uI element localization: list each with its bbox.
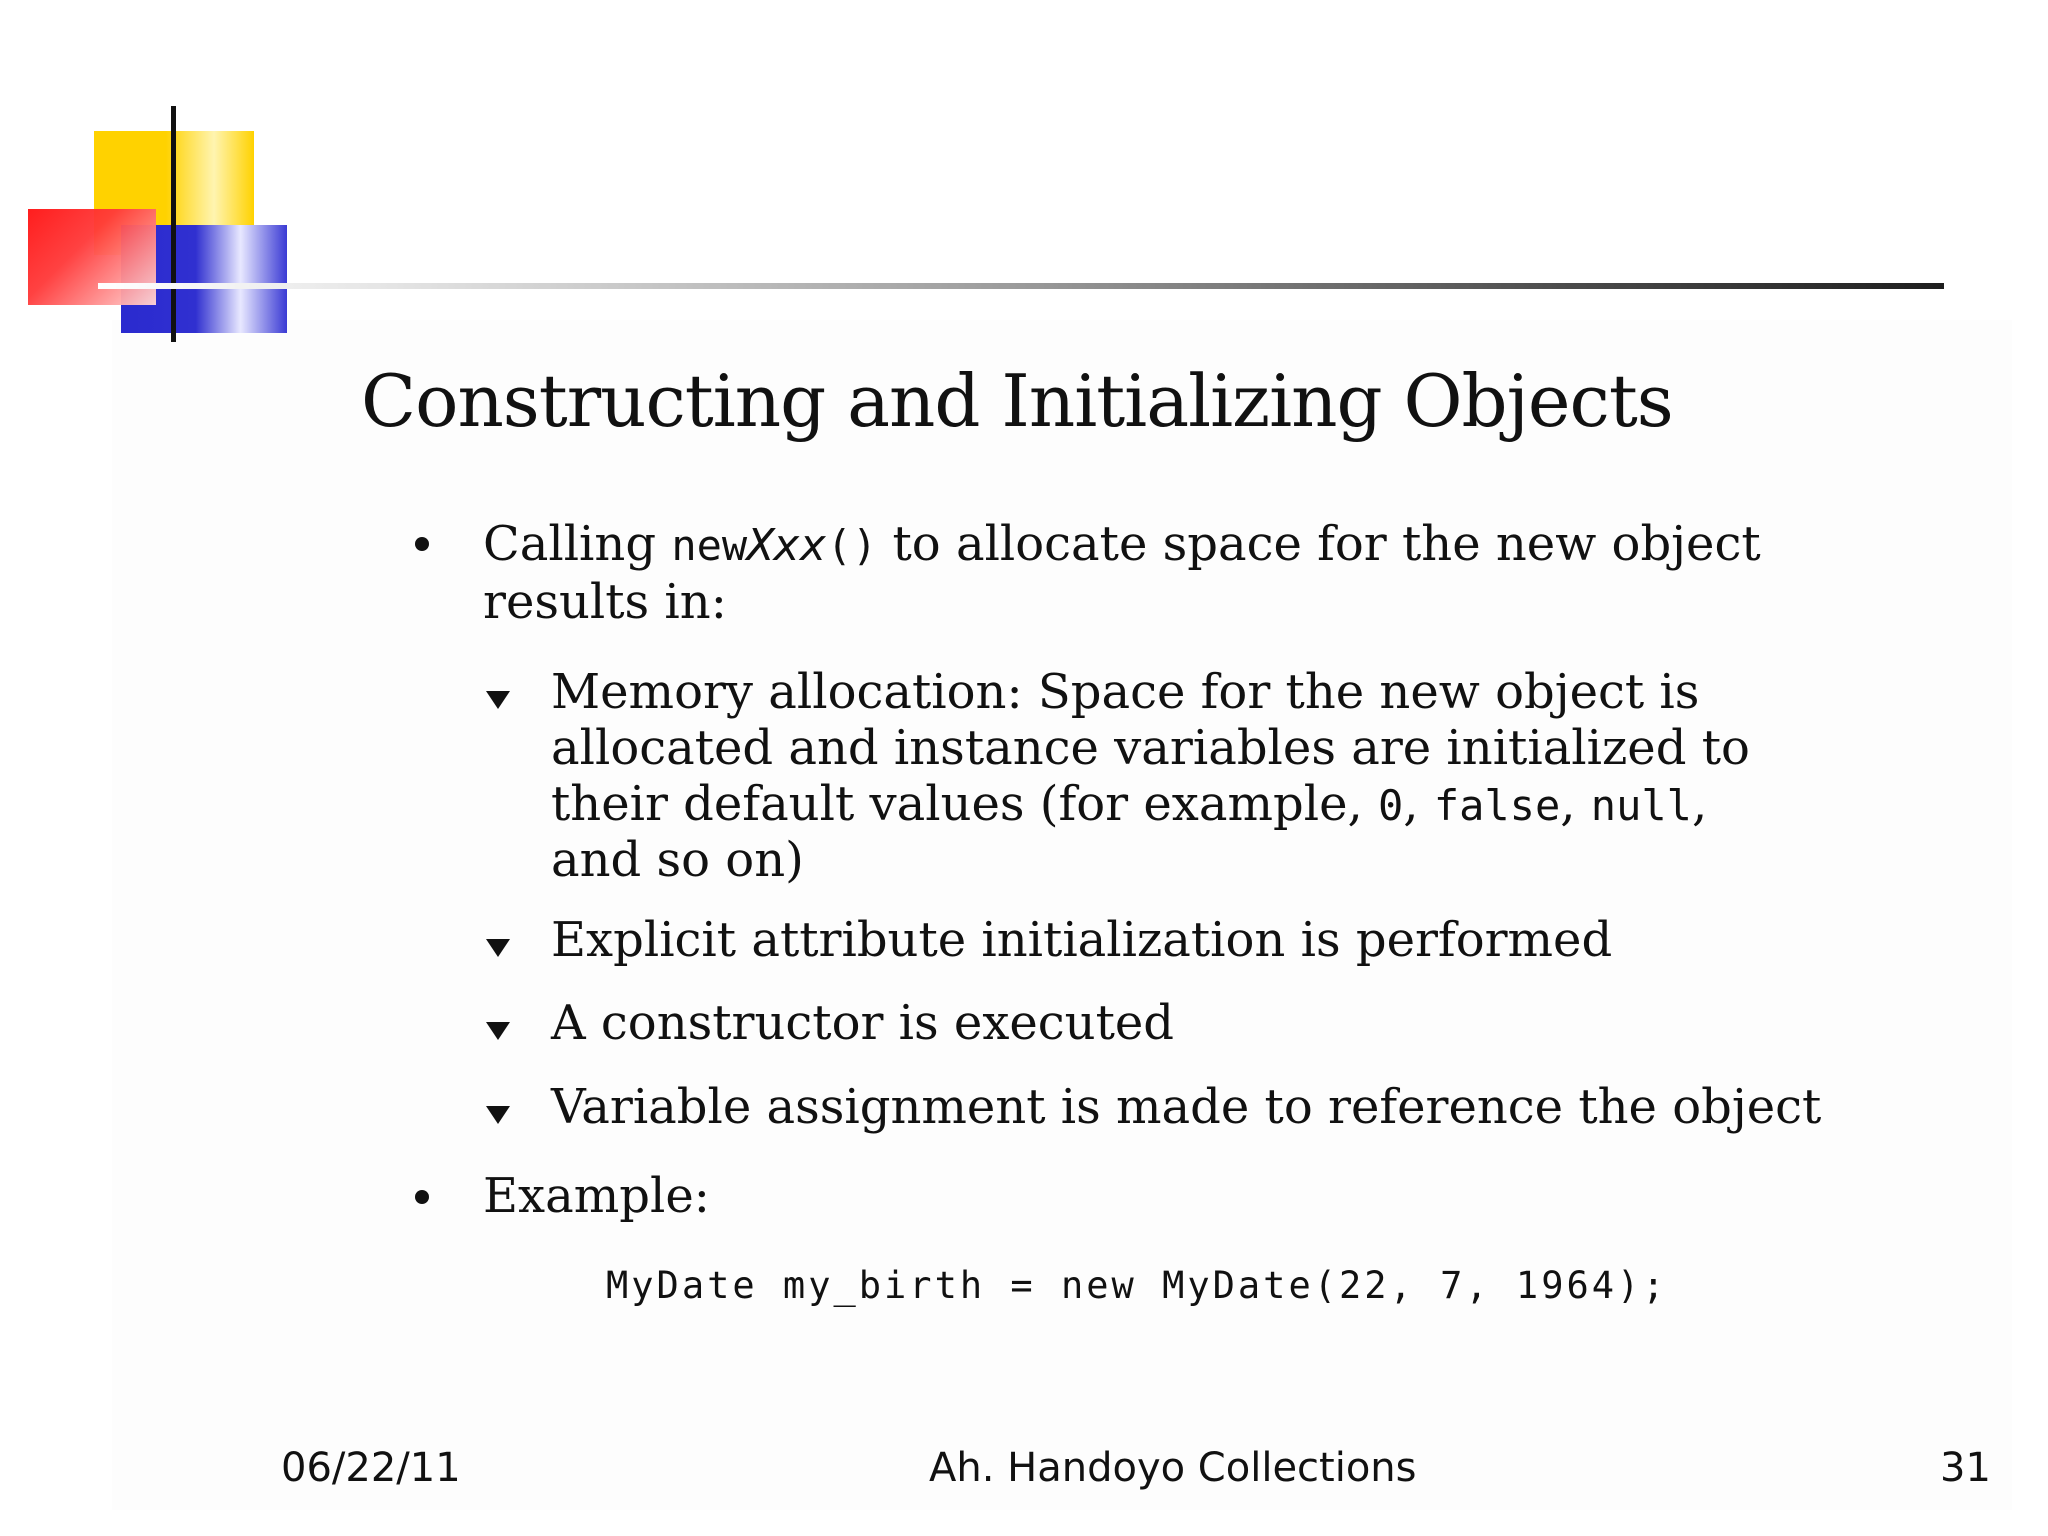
code-null: null — [1590, 781, 1692, 830]
slide-logo-decoration — [0, 0, 340, 360]
triangle-bullet-icon — [486, 691, 510, 709]
sub-bullet-line-4: and so on) — [551, 832, 804, 888]
bullet-line-1 — [483, 515, 1761, 575]
footer-author: Ah. Handoyo Collections — [929, 1445, 1417, 1491]
sub-bullet-text: Variable assignment is made to reference the object — [551, 1079, 1822, 1135]
code-example: MyDate my_birth = new MyDate(22, 7, 1964); — [606, 1264, 1668, 1307]
triangle-bullet-icon — [486, 1022, 510, 1040]
code-new-keyword: new — [671, 521, 748, 570]
red-square-decoration — [28, 209, 156, 305]
bullet-dot-icon — [415, 1190, 429, 1204]
code-false: false — [1433, 781, 1561, 830]
bullet-prefix-text: Calling — [483, 516, 657, 572]
separator-comma: , — [1560, 776, 1576, 832]
bullet-example-label: Example: — [483, 1168, 710, 1224]
vertical-rule-decoration — [171, 106, 176, 342]
sub-bullet-text: Explicit attribute initialization is performed — [551, 912, 1613, 968]
code-zero: 0 — [1378, 781, 1404, 830]
code-class-name: Xxx — [747, 520, 827, 571]
bullet-dot-icon — [415, 537, 429, 551]
sub-bullet-text: A constructor is executed — [551, 995, 1175, 1051]
bullet-line-2: results in: — [483, 574, 727, 630]
separator-comma: , — [1403, 776, 1419, 832]
triangle-bullet-icon — [486, 939, 510, 957]
footer-date: 06/22/11 — [281, 1445, 461, 1491]
bullet-suffix-text: to allocate space for the new object — [892, 516, 1761, 572]
sub-bullet-line-3 — [551, 776, 1707, 834]
footer-page-number: 31 — [1940, 1445, 1991, 1491]
separator-comma: , — [1691, 776, 1708, 832]
code-parens: () — [826, 521, 878, 570]
slide-title: Constructing and Initializing Objects — [361, 359, 1673, 443]
triangle-bullet-icon — [486, 1106, 510, 1124]
default-values-text: their default values (for example, — [551, 776, 1363, 832]
sub-bullet-line-1: Memory allocation: Space for the new object is — [551, 664, 1700, 720]
sub-bullet-line-2: allocated and instance variables are initialized to — [551, 720, 1750, 776]
horizontal-rule-decoration — [98, 283, 1944, 289]
